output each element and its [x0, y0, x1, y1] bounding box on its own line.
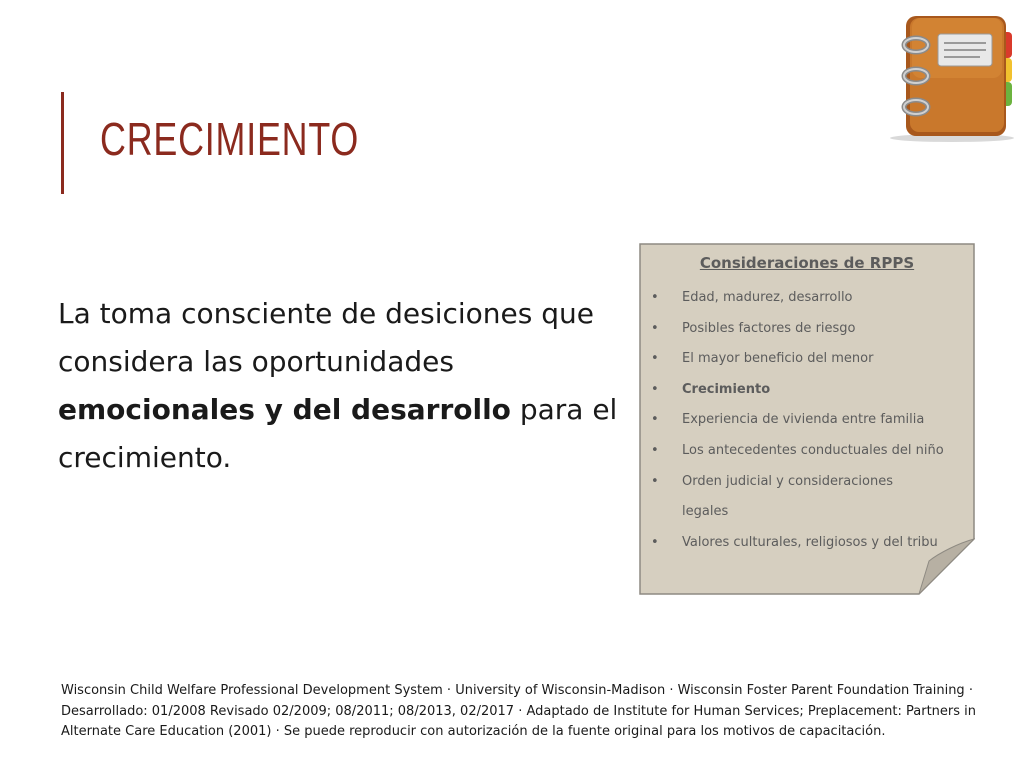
list-item: [651, 467, 922, 528]
list-item: [651, 344, 967, 375]
list-item-text: Valores culturales, religiosos y del tribu: [682, 534, 938, 550]
statement-part-1: La toma consciente de desiciones que considera las oportunidades: [58, 297, 594, 378]
list-item: [651, 405, 967, 436]
list-item: [651, 314, 967, 345]
list-item-text: Los antecedentes conductuales del niño: [682, 442, 944, 458]
page-title: CRECIMIENTO: [100, 113, 360, 165]
footer-credits: Wisconsin Child Welfare Professional Development System · University of Wisconsin-Madison · Wisconsin Foster Parent Foundation Training · Desarrollado: 01/2008 Revisado 02/2009; 08/2011; 08/2013, 02/2017 · Adaptado de Institute for Human Services; Preplacement: Partners in Alternate Care Education (2001) · Se puede reproducir con autorización de la fuente original para los motivos de capacitación.: [61, 683, 977, 739]
bullet-icon: •: [651, 412, 659, 428]
list-item-text: Edad, madurez, desarrollo: [682, 290, 853, 305]
list-item-text: Posibles factores de riesgo: [682, 320, 856, 336]
list-item-text: Crecimiento: [682, 381, 771, 397]
bullet-icon: •: [651, 320, 659, 336]
list-item-text: Orden judicial y consideraciones legales: [682, 473, 893, 520]
list-item: [651, 436, 967, 467]
list-item: [651, 528, 967, 559]
statement-part-2: para el crecimiento.: [58, 393, 618, 474]
bullet-icon: •: [651, 381, 659, 397]
statement-bold: emocionales y del desarrollo: [58, 393, 511, 426]
considerations-list: [651, 283, 967, 558]
list-item: [651, 283, 967, 314]
considerations-note: [639, 243, 975, 595]
title-accent-bar: [61, 92, 64, 194]
address-book-icon: [880, 12, 1020, 142]
bullet-icon: •: [651, 473, 659, 489]
note-title: Consideraciones de RPPS: [699, 254, 915, 272]
list-item-text: Experiencia de vivienda entre familia: [682, 412, 925, 428]
bullet-icon: •: [651, 442, 659, 458]
bullet-icon: •: [651, 351, 659, 367]
bullet-icon: •: [651, 534, 659, 550]
main-statement: [58, 290, 638, 482]
list-item-text: El mayor beneficio del menor: [682, 351, 874, 367]
list-item-highlighted: [651, 375, 967, 406]
bullet-icon: •: [651, 290, 659, 305]
